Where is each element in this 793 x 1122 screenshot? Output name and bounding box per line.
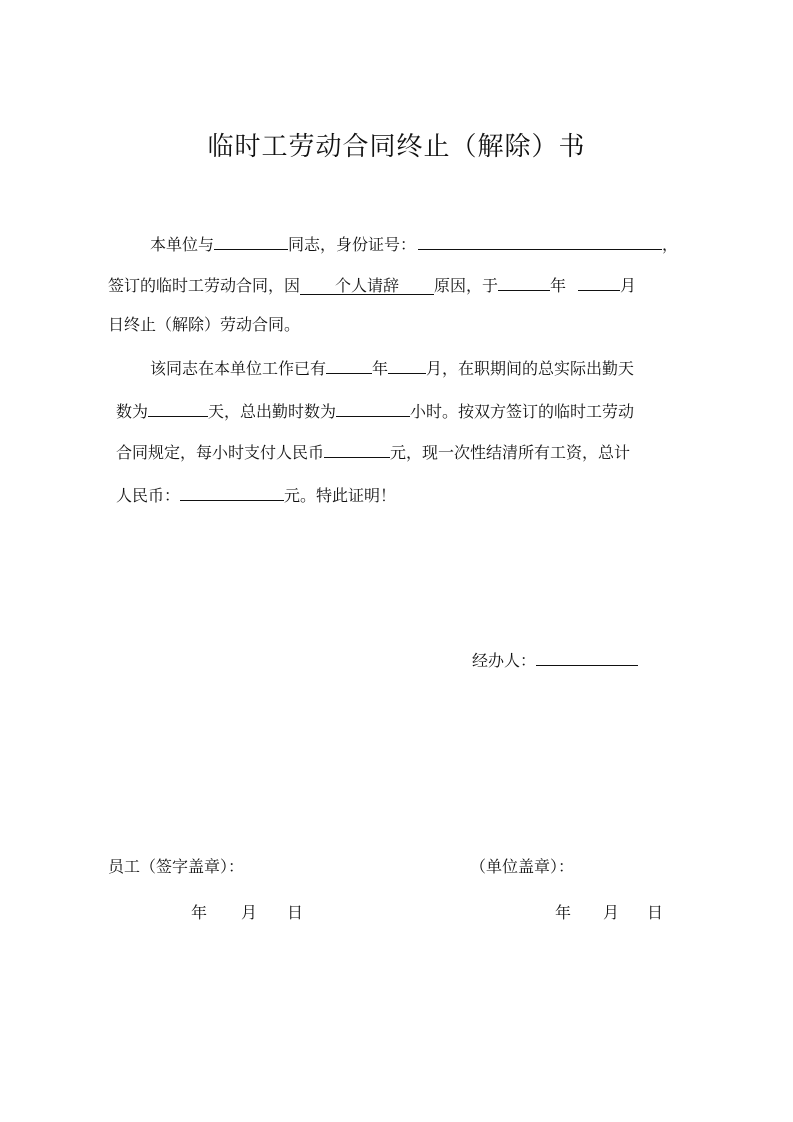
p2-line2: [116, 398, 634, 424]
month-label: 月: [241, 903, 258, 922]
p2-line1: [150, 355, 634, 381]
work-years-blank[interactable]: [326, 355, 372, 374]
year-label: 年: [191, 903, 208, 922]
year-label: 年: [555, 903, 572, 922]
text: 元，现一次性结清所有工资，总计: [390, 443, 631, 462]
text: 本单位与: [150, 235, 215, 254]
p1-line2: [108, 272, 636, 298]
text: 该同志在本单位工作已有: [150, 359, 327, 378]
text: 签订的临时工劳动合同，因: [108, 276, 301, 295]
unit-date: [555, 901, 663, 925]
attendance-days-blank[interactable]: [148, 398, 208, 417]
text: 天，总出勤时数为: [208, 402, 337, 421]
text: 人民币：: [116, 486, 181, 505]
month-label: 月: [603, 903, 620, 922]
reason-blank[interactable]: [300, 276, 434, 295]
id-number-blank[interactable]: [418, 231, 662, 250]
p1-line1: [150, 231, 678, 257]
text: 同志，身份证号：: [288, 235, 417, 254]
text: 年: [372, 359, 389, 378]
attendance-hours-blank[interactable]: [336, 398, 410, 417]
employee-sign-label: 员工（签字盖章）：: [108, 857, 245, 876]
employee-date: [191, 901, 303, 925]
text: 数为: [116, 402, 149, 421]
p1-line3: 日终止（解除）劳动合同。: [108, 315, 301, 334]
text: 元。特此证明！: [284, 486, 397, 505]
handler-label: 经办人：: [472, 651, 537, 670]
hourly-rate-blank[interactable]: [324, 439, 390, 458]
total-amount-blank[interactable]: [180, 482, 284, 501]
text: 原因，于: [434, 276, 499, 295]
unit-seal-label: （单位盖章）：: [470, 857, 575, 876]
day-label: 日: [287, 903, 304, 922]
handler-blank[interactable]: [536, 647, 638, 666]
end-year-blank[interactable]: [498, 272, 550, 291]
text: 年: [550, 276, 567, 295]
text: 月: [620, 276, 637, 295]
text: 月，在职期间的总实际出勤天: [426, 359, 635, 378]
end-month-blank[interactable]: [578, 272, 620, 291]
text: 小时。按双方签订的临时工劳动: [410, 402, 635, 421]
reason-value: 个人请辞: [335, 276, 400, 295]
name-blank[interactable]: [214, 231, 288, 250]
p2-line3: [116, 439, 630, 465]
text: ，: [662, 235, 679, 254]
day-label: 日: [647, 903, 664, 922]
text: 合同规定，每小时支付人民币: [116, 443, 325, 462]
p2-line4: [116, 482, 396, 508]
handler-row: [472, 647, 638, 673]
work-months-blank[interactable]: [388, 355, 426, 374]
document-title: 临时工劳动合同终止（解除）书: [207, 132, 586, 162]
